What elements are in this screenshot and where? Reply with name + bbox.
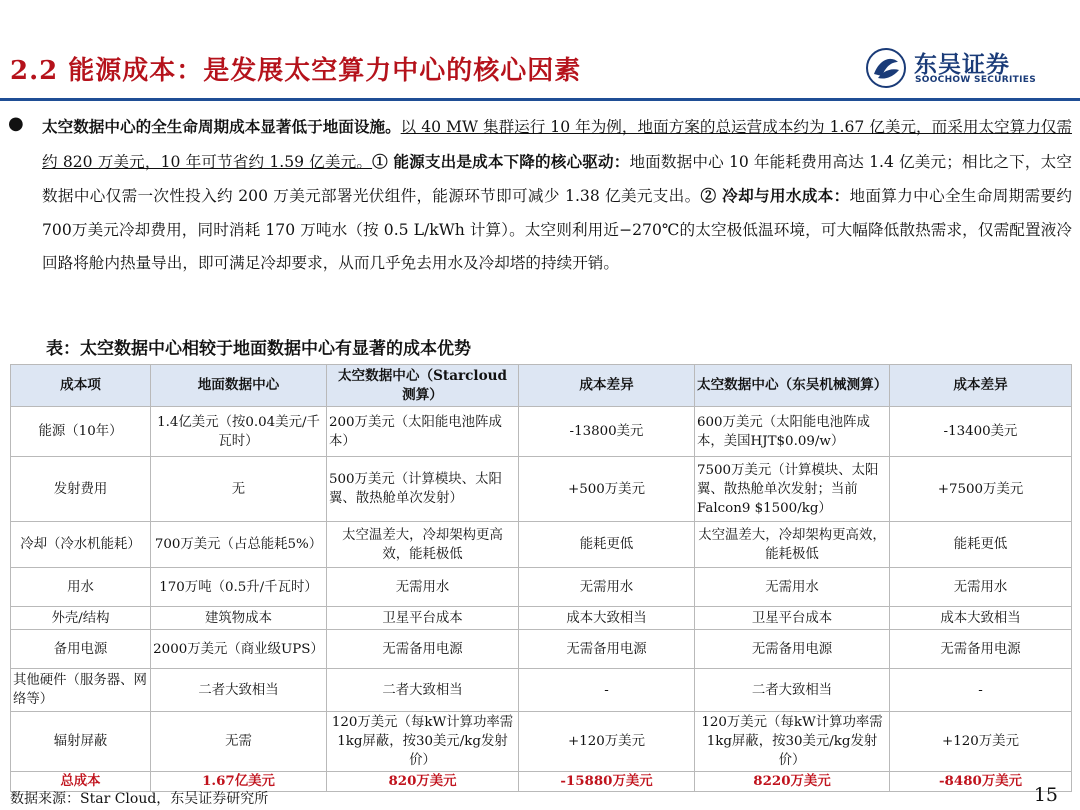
table-cell: 成本大致相当 (519, 607, 695, 630)
table-cell: 无需备用电源 (890, 630, 1072, 669)
row-label: 其他硬件（服务器、网络等） (11, 669, 151, 712)
data-source-note: 数据来源：Star Cloud，东吴证券研究所 (10, 791, 269, 807)
logo-english-name: SOOCHOW SECURITIES (915, 75, 1036, 85)
table-row (11, 630, 1072, 669)
table-row (11, 457, 1072, 522)
table-cell: 建筑物成本 (151, 607, 327, 630)
table-cell: +500万美元 (519, 457, 695, 522)
table-cell: +7500万美元 (890, 457, 1072, 522)
table-cell: +120万美元 (890, 712, 1072, 772)
table-cell: 120万美元（每kW计算功率需1kg屏蔽，按30美元/kg发射价） (695, 712, 890, 772)
header-cell: 成本差异 (519, 365, 695, 407)
table-cell: 卫星平台成本 (695, 607, 890, 630)
header-cell: 太空数据中心（东吴机械测算） (695, 365, 890, 407)
table-header-row (11, 365, 1072, 407)
header-cell: 地面数据中心 (151, 365, 327, 407)
table-cell: 无需用水 (519, 568, 695, 607)
logo-chinese-name: 东吴证券 (914, 52, 1010, 78)
row-label: 能源（10年） (11, 407, 151, 457)
row-label: 用水 (11, 568, 151, 607)
table-row (11, 407, 1072, 457)
header-divider (0, 98, 1080, 101)
table-cell: 二者大致相当 (151, 669, 327, 712)
soochow-logo-icon (866, 48, 906, 88)
table-cell: 卫星平台成本 (327, 607, 519, 630)
table-cell: 170万吨（0.5升/千瓦时） (151, 568, 327, 607)
para-point1-text: 地面数据中心 10 年能耗费用高达 1.4 亿美元；相比之下，太空数据中心仅需一次性投入约 200 万美元部署光伏组件，能源环节即可减少 1.38 亿美元支出。 (42, 152, 1072, 205)
table-cell: 无需 (151, 712, 327, 772)
table-cell: 无需备用电源 (695, 630, 890, 669)
table-cell: 600万美元（太阳能电池阵成本，美国HJT$0.09/w） (695, 407, 890, 457)
total-label: 总成本 (11, 772, 151, 792)
para-lead-bold: 太空数据中心的全生命周期成本显著低于地面设施。 (42, 117, 401, 136)
row-label: 备用电源 (11, 630, 151, 669)
para-example-underline: 以 40 MW 集群运行 10 年为例，地面方案的总运营成本约为 1.67 亿美元，而采用太空算力仅需约 820 万美元，10 年可节省约 1.59 亿美元。 (42, 118, 1072, 171)
table-cell: 太空温差大，冷却架构更高效，能耗极低 (695, 522, 890, 568)
header-cell: 太空数据中心（Starcloud 测算） (327, 365, 519, 407)
bullet-icon: ● (8, 113, 24, 134)
table-cell: 能耗更低 (890, 522, 1072, 568)
table-cell: 无需用水 (695, 568, 890, 607)
table-caption: 表：太空数据中心相较于地面数据中心有显著的成本优势 (46, 339, 471, 359)
table-cell: 成本大致相当 (890, 607, 1072, 630)
page-title: 2.2 能源成本：是发展太空算力中心的核心因素 (10, 56, 582, 86)
page-number: 15 (1033, 784, 1058, 806)
para-point2-text: 地面算力中心全生命周期需要约700万美元冷却费用，同时消耗 170 万吨水（按 0.5 L/kWh 计算）。太空则利用近−270℃的太空极低温环境，可大幅降低散热需求，仅需配置液冷回路将舱内热量导出，即可满足冷却要求，从而几乎免去用水及冷却塔的持续开销。 (42, 187, 1072, 272)
total-cell: -8480万美元 (890, 772, 1072, 792)
table-cell: -13800美元 (519, 407, 695, 457)
table-cell: 7500万美元（计算模块、太阳翼、散热舱单次发射；当前Falcon9 $1500/kg） (695, 457, 890, 522)
table-cell: 无需备用电源 (327, 630, 519, 669)
table-cell: 500万美元（计算模块、太阳翼、散热舱单次发射） (327, 457, 519, 522)
table-cell: 无需用水 (327, 568, 519, 607)
total-cell: 1.67亿美元 (151, 772, 327, 792)
table-cell: 1.4亿美元（按0.04美元/千瓦时） (151, 407, 327, 457)
table-cell: 无需备用电源 (519, 630, 695, 669)
row-label: 发射费用 (11, 457, 151, 522)
table-cell: 太空温差大，冷却架构更高效，能耗极低 (327, 522, 519, 568)
table-row (11, 568, 1072, 607)
total-cell: 8220万美元 (695, 772, 890, 792)
table-row (11, 607, 1072, 630)
total-cell: 820万美元 (327, 772, 519, 792)
table-cell: 200万美元（太阳能电池阵成本） (327, 407, 519, 457)
row-label: 辐射屏蔽 (11, 712, 151, 772)
para-point1-title: ① 能源支出是成本下降的核心驱动： (372, 151, 630, 171)
table-cell: 2000万美元（商业级UPS） (151, 630, 327, 669)
row-label: 冷却（冷水机能耗） (11, 522, 151, 568)
table-cell: 二者大致相当 (327, 669, 519, 712)
table-row (11, 669, 1072, 712)
table-cell: 无 (151, 457, 327, 522)
table-cell: 能耗更低 (519, 522, 695, 568)
table-cell: 二者大致相当 (695, 669, 890, 712)
header-cell: 成本项 (11, 365, 151, 407)
table-cell: - (519, 669, 695, 712)
header-cell: 成本差异 (890, 365, 1072, 407)
total-cell: -15880万美元 (519, 772, 695, 792)
cost-comparison-table (10, 364, 1072, 792)
company-logo (866, 44, 1056, 92)
row-label: 外壳/结构 (11, 607, 151, 630)
table-cell: 700万美元（占总能耗5%） (151, 522, 327, 568)
table-cell: -13400美元 (890, 407, 1072, 457)
body-paragraph (42, 110, 1072, 281)
table-row (11, 522, 1072, 568)
table-row (11, 712, 1072, 772)
table-cell: 无需用水 (890, 568, 1072, 607)
table-cell: - (890, 669, 1072, 712)
table-cell: 120万美元（每kW计算功率需1kg屏蔽，按30美元/kg发射价） (327, 712, 519, 772)
table-cell: +120万美元 (519, 712, 695, 772)
para-point2-title: ② 冷却与用水成本： (700, 186, 850, 205)
